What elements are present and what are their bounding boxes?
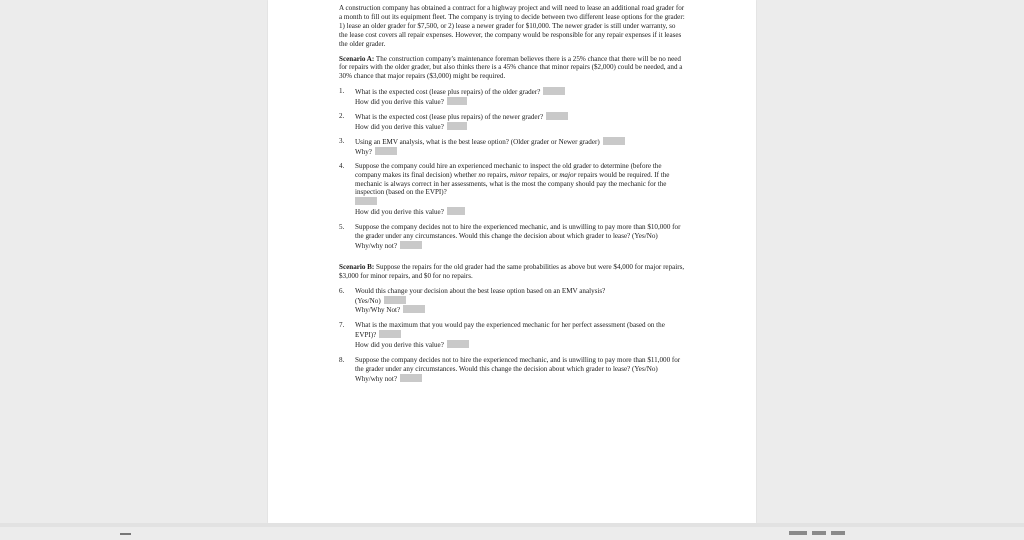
answer-blank[interactable] bbox=[400, 241, 422, 249]
answer-blank[interactable] bbox=[447, 340, 469, 348]
question-number: 7. bbox=[339, 321, 345, 330]
scenario-a-label: Scenario A: bbox=[339, 54, 375, 63]
document-page bbox=[268, 0, 756, 523]
question-followup: How did you derive this value? bbox=[355, 208, 444, 217]
intro-paragraph: A construction company has obtained a contract for a highway project and will need to lease an additional road grader for a month to fill out its equipment fleet. The company is trying to decide between two different lease options for the grader: 1) lease an older grader for $7,500, or 2) lease a newer grader for $10,000. The newer grader is still under warranty, so the lease cost covers all repair expenses. However, the company would be responsible for any repair expenses if it leases the older grader. bbox=[339, 4, 685, 48]
answer-blank[interactable] bbox=[546, 112, 568, 120]
question-text: Using an EMV analysis, what is the best lease option? (Older grader or Newer grader) bbox=[355, 137, 600, 146]
answer-blank[interactable] bbox=[379, 330, 401, 338]
question-text: What is the expected cost (lease plus repairs) of the newer grader? bbox=[355, 113, 544, 122]
question-choice: (Yes/No) bbox=[355, 296, 381, 305]
answer-blank[interactable] bbox=[355, 197, 377, 205]
answer-blank[interactable] bbox=[375, 147, 397, 155]
answer-blank[interactable] bbox=[603, 137, 625, 145]
question-number: 2. bbox=[339, 112, 345, 121]
question-text: What is the maximum that you would pay the experienced mechanic for her perfect assessment (based on the EVPI)? bbox=[355, 321, 665, 340]
question-number: 4. bbox=[339, 161, 345, 170]
view-mode-icon[interactable] bbox=[831, 531, 845, 535]
answer-blank[interactable] bbox=[384, 296, 406, 304]
scenario-a-paragraph bbox=[339, 55, 685, 82]
answer-blank[interactable] bbox=[447, 122, 467, 130]
question-text: Suppose the company decides not to hire the experienced mechanic, and is unwilling to pay more than $11,000 for the grader under any circumstances. Would this change the decision about which grader to lease? (Yes/No) bbox=[355, 356, 681, 373]
question-2 bbox=[339, 112, 685, 132]
question-followup: How did you derive this value? bbox=[355, 341, 444, 350]
question-6 bbox=[339, 287, 685, 316]
question-followup: How did you derive this value? bbox=[355, 98, 444, 107]
answer-blank[interactable] bbox=[403, 305, 425, 313]
question-text: What is the expected cost (lease plus repairs) of the older grader? bbox=[355, 88, 541, 97]
status-bar-left bbox=[0, 522, 150, 527]
question-followup: Why/why not? bbox=[355, 241, 397, 250]
question-5 bbox=[339, 223, 685, 251]
question-text: Would this change your decision about the best lease option based on an EMV analysis? bbox=[355, 286, 606, 295]
scenario-a-text: The construction company's maintenance foreman believes there is a 25% chance that there will be no need for repairs with the older grader, but also thinks there is a 45% chance that minor repairs ($2,000) could be needed, and a 30% chance that major repairs ($3,000) might be required. bbox=[339, 54, 683, 81]
question-followup: Why/Why Not? bbox=[355, 306, 401, 315]
document-content bbox=[339, 4, 685, 384]
question-number: 6. bbox=[339, 286, 345, 295]
question-7 bbox=[339, 321, 685, 350]
question-text: Suppose the company decides not to hire the experienced mechanic, and is unwilling to pay more than $10,000 for the grader under any circumstances. Would this change the decision about which grader to lease? (Yes/No) bbox=[355, 223, 681, 241]
view-mode-icon[interactable] bbox=[789, 531, 807, 535]
answer-blank[interactable] bbox=[400, 374, 422, 382]
view-mode-icon[interactable] bbox=[812, 531, 826, 535]
question-4 bbox=[339, 162, 685, 217]
question-number: 3. bbox=[339, 136, 345, 145]
answer-blank[interactable] bbox=[447, 97, 467, 105]
scenario-b-text: Suppose the repairs for the old grader had the same probabilities as above but were $4,000 for major repairs, $3,000 for minor repairs, and $0 for no repairs. bbox=[339, 262, 685, 280]
minimize-icon bbox=[120, 533, 131, 535]
question-followup: Why/why not? bbox=[355, 374, 397, 383]
question-number: 5. bbox=[339, 223, 345, 232]
question-text: Suppose the company could hire an experienced mechanic to inspect the old grader to determine (before the company makes its final decision) whether no repairs, minor repairs, or major repairs would be required. If the mechanic is always correct in her assessments, what is the most the company should pay the mechanic for the inspection (based on the EVPI)? bbox=[355, 161, 670, 197]
answer-blank[interactable] bbox=[543, 87, 565, 95]
scenario-b-label: Scenario B: bbox=[339, 262, 375, 271]
question-followup: Why? bbox=[355, 147, 372, 156]
question-number: 1. bbox=[339, 87, 345, 96]
question-3 bbox=[339, 137, 685, 157]
question-followup: How did you derive this value? bbox=[355, 122, 444, 131]
question-8 bbox=[339, 356, 685, 384]
answer-blank[interactable] bbox=[447, 207, 465, 215]
scenario-b-paragraph bbox=[339, 263, 685, 281]
status-bar-right bbox=[789, 522, 879, 527]
question-1 bbox=[339, 87, 685, 107]
question-number: 8. bbox=[339, 356, 345, 365]
